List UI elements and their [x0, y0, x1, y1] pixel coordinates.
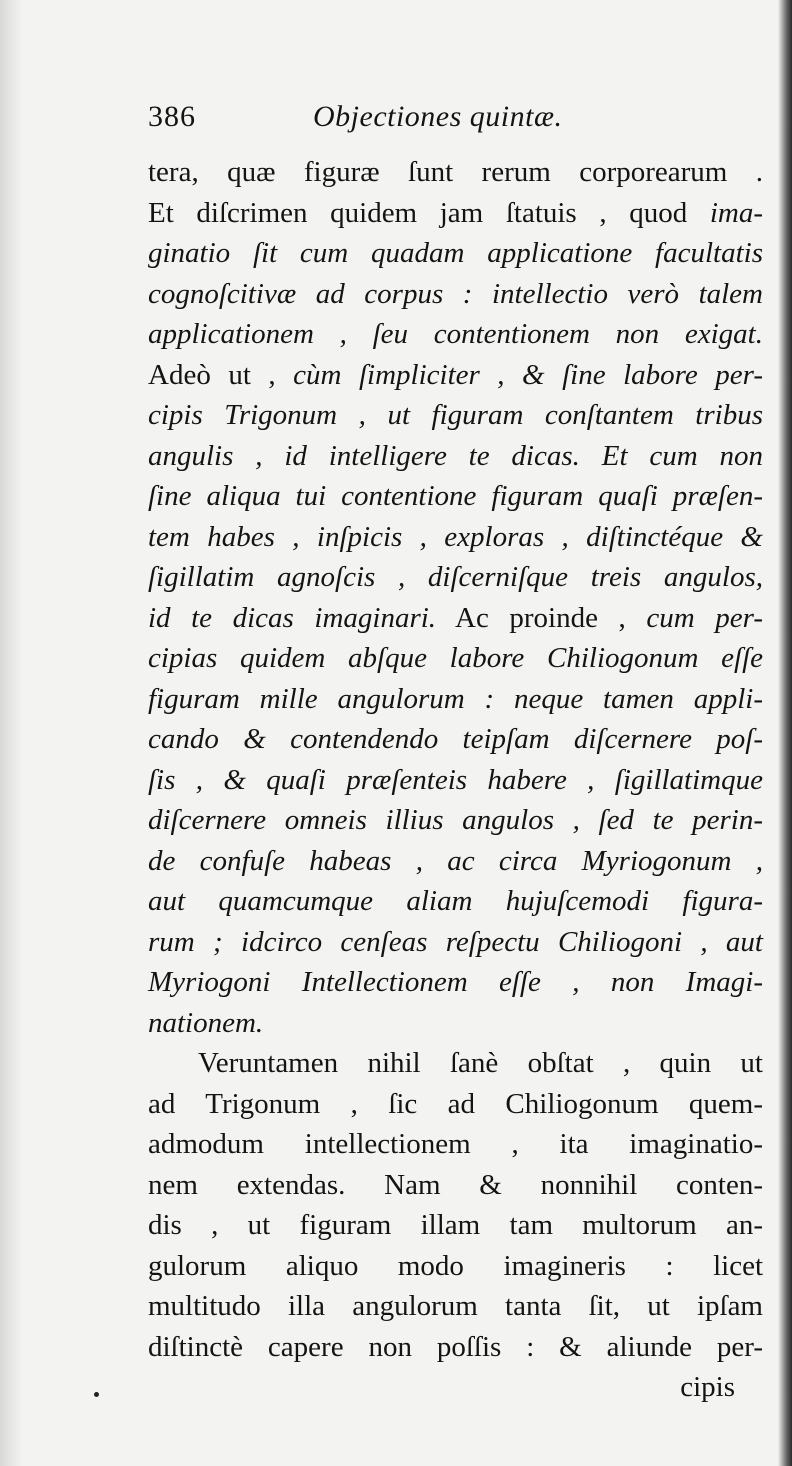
roman-segment: ad Trigonum , ſic ad Chiliogonum quem- [148, 1087, 763, 1120]
italic-segment: de confuſe habeas , ac circa Myriogonum , [148, 844, 763, 877]
roman-segment: admodum intellectionem , ita imaginatio- [148, 1128, 763, 1160]
italic-segment: aut quamcumque aliam hujuſcemodi figura- [148, 885, 763, 917]
italic-segment: cipis Trigonum , ut figuram conſtantem tribus [148, 399, 763, 431]
text-line [148, 1003, 763, 1044]
roman-segment: Et diſcrimen quidem jam ſtatuis , quod [148, 196, 710, 229]
text-line [148, 193, 763, 234]
text-line [148, 1205, 763, 1246]
text-line [148, 476, 763, 517]
text-line [148, 841, 763, 882]
roman-segment: multitudo illa angulorum tanta ſit, ut ipſam [148, 1290, 763, 1322]
italic-segment: ginatio ſit cum quadam applicatione facultatis [148, 237, 763, 269]
running-head: Objectiones quintæ. [313, 100, 563, 133]
text-line [148, 881, 763, 922]
text-line [148, 679, 763, 720]
text-line [148, 1246, 763, 1287]
italic-segment: ima- [709, 196, 763, 229]
italic-segment: ſis , & quaſi præſenteis habere , ſigillatimque [148, 763, 763, 796]
text-line [148, 1043, 763, 1084]
book-page [148, 100, 763, 1408]
text-line [148, 1165, 763, 1206]
italic-segment: applicationem , ſeu contentionem non exigat. [148, 318, 763, 350]
italic-segment: cum per- [646, 601, 763, 634]
text-line [148, 152, 763, 193]
italic-segment: rum ; idcirco cenſeas reſpectu Chiliogoni , aut [148, 925, 763, 958]
italic-segment: cando & contendendo teipſam diſcernere poſ- [148, 723, 763, 755]
text-line [148, 1327, 763, 1368]
scan-edge-right [778, 0, 792, 1466]
text-line [148, 314, 763, 355]
text-line [148, 355, 763, 396]
italic-segment: id te dicas imaginari. [148, 601, 437, 634]
roman-segment: Veruntamen nihil ſanè obſtat , quin ut [198, 1047, 763, 1079]
roman-segment: dis , ut figuram illam tam multorum an- [148, 1209, 763, 1241]
roman-segment: tera, quæ figuræ ſunt rerum corporearum . [148, 156, 763, 188]
text-line [148, 1084, 763, 1125]
text-line [148, 517, 763, 558]
italic-segment: cognoſcitivæ ad corpus : intellectio verò talem [148, 277, 763, 310]
italic-segment: figuram mille angulorum : neque tamen appli- [148, 682, 763, 715]
text-line [148, 922, 763, 963]
text-body [148, 152, 763, 1408]
catchword-line [148, 1367, 763, 1408]
text-line [148, 962, 763, 1003]
text-line [148, 274, 763, 315]
italic-segment: Myriogoni Intellectionem eſſe , non Imagi- [148, 966, 763, 998]
text-line [148, 800, 763, 841]
page-number: 386 [148, 100, 196, 133]
roman-segment: gulorum aliquo modo imagineris : licet [148, 1249, 763, 1282]
text-line [148, 1286, 763, 1327]
roman-segment: cipis [680, 1371, 735, 1403]
text-line [148, 760, 763, 801]
italic-segment: angulis , id intelligere te dicas. [148, 439, 580, 472]
text-line [148, 1124, 763, 1165]
text-line [148, 436, 763, 477]
italic-segment: ſigillatim agnoſcis , diſcerniſque treis angulos, [148, 561, 763, 593]
italic-segment: cipias quidem abſque labore Chiliogonum eſſe [148, 642, 763, 674]
roman-segment: diſtinctè capere non poſſis : & aliunde per- [148, 1330, 763, 1363]
italic-segment: tem habes , inſpicis , exploras , diſtinctéque & [148, 520, 763, 553]
text-line [148, 638, 763, 679]
page-header [148, 100, 763, 152]
roman-segment: nem extendas. Nam & nonnihil conten- [148, 1168, 763, 1201]
text-line [148, 557, 763, 598]
italic-segment: nationem. [148, 1006, 264, 1039]
scan-edge-left [0, 0, 22, 1466]
italic-segment: cùm ſimpliciter , & ſine labore per- [293, 358, 764, 391]
ink-speck [94, 1392, 99, 1397]
text-line [148, 395, 763, 436]
italic-segment: ſine aliqua tui contentione figuram quaſi præſen- [148, 480, 763, 512]
text-line [148, 233, 763, 274]
text-line [148, 719, 763, 760]
italic-segment: diſcernere omneis illius angulos , ſed te perin- [148, 804, 763, 836]
text-line [148, 598, 763, 639]
italic-segment: Et cum non [579, 439, 763, 472]
roman-segment: Ac proinde , [436, 601, 647, 634]
roman-segment: Adeò ut , [148, 358, 294, 391]
